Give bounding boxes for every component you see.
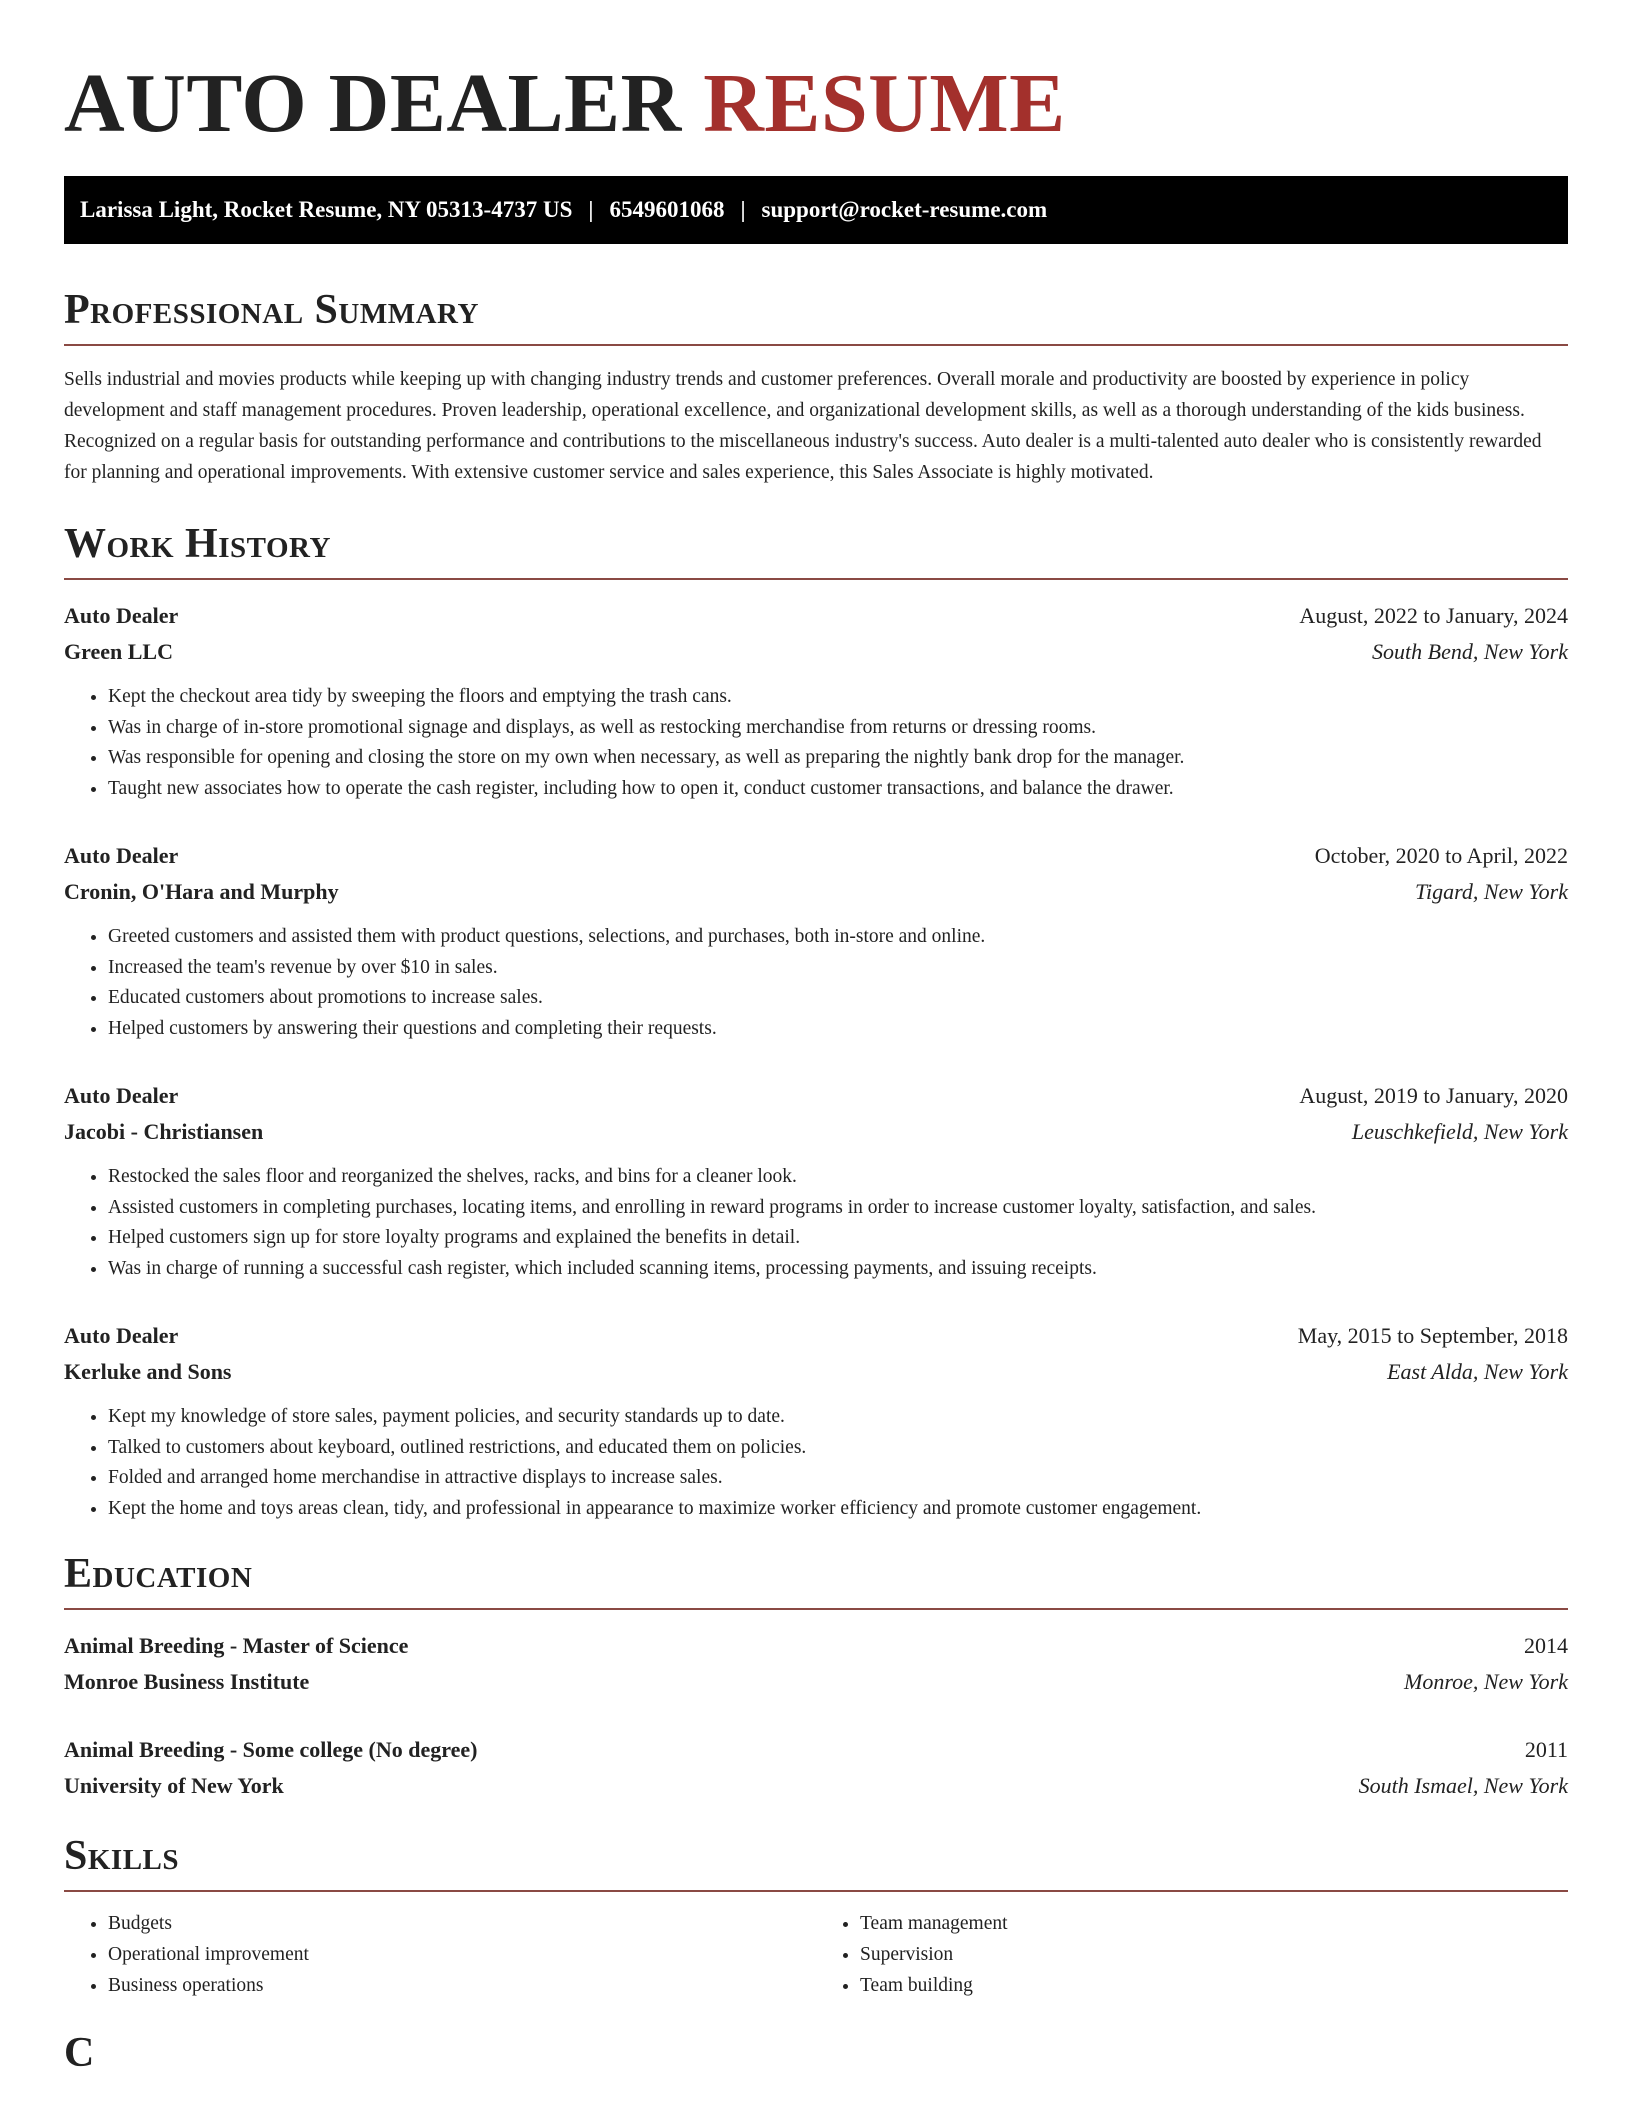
job-dates: October, 2020 to April, 2022	[1314, 843, 1568, 868]
job-location: East Alda, New York	[1387, 1359, 1568, 1384]
summary-section	[64, 286, 1568, 488]
education-entry	[64, 1732, 1568, 1804]
work-history-section	[64, 520, 1568, 1524]
skill-item: • Team management	[860, 1908, 1568, 1939]
job-dates: May, 2015 to September, 2018	[1297, 1323, 1568, 1348]
job-location: Tigard, New York	[1414, 879, 1568, 904]
job-header-row	[64, 1318, 1568, 1354]
skill-item: • Budgets	[108, 1908, 816, 1939]
summary-heading: Professional Summary	[64, 286, 1568, 346]
education-degree-row	[64, 1732, 1568, 1768]
job-title: Auto Dealer	[64, 1323, 179, 1348]
contact-email: support@rocket-resume.com	[761, 197, 1048, 222]
skill-item: • Operational improvement	[108, 1939, 816, 1970]
contact-bar	[64, 176, 1568, 244]
job-entry	[64, 1318, 1568, 1524]
resume-title	[64, 56, 1568, 152]
contact-phone: 6549601068	[609, 197, 725, 222]
education-section	[64, 1550, 1568, 1804]
skills-column-1	[64, 1908, 816, 2001]
contact-separator: |	[740, 197, 746, 222]
job-bullet: • Restocked the sales floor and reorganized the shelves, racks, and bins for a cleaner look.	[108, 1162, 1568, 1193]
contact-separator: |	[588, 197, 594, 222]
job-title: Auto Dealer	[64, 843, 179, 868]
job-company-row	[64, 874, 1568, 910]
education-degree: Animal Breeding - Some college (No degree)	[64, 1737, 478, 1762]
job-dates: August, 2019 to January, 2020	[1299, 1083, 1568, 1108]
job-location: South Bend, New York	[1372, 639, 1568, 664]
job-company: Jacobi - Christiansen	[64, 1119, 264, 1144]
job-bullets	[64, 1402, 1568, 1524]
education-school-row	[64, 1768, 1568, 1804]
job-bullets	[64, 922, 1568, 1044]
job-header-row	[64, 598, 1568, 634]
job-company-row	[64, 634, 1568, 670]
education-school: University of New York	[64, 1773, 284, 1798]
next-section-heading: C	[64, 2030, 95, 2076]
job-company: Kerluke and Sons	[64, 1359, 232, 1384]
education-entry	[64, 1628, 1568, 1700]
skills-column-2	[816, 1908, 1568, 2001]
education-degree: Animal Breeding - Master of Science	[64, 1633, 409, 1658]
job-header-row	[64, 838, 1568, 874]
job-bullet: • Kept my knowledge of store sales, payment policies, and security standards up to date.	[108, 1402, 1568, 1433]
skill-item: • Supervision	[860, 1939, 1568, 1970]
work-history-heading: Work History	[64, 520, 1568, 580]
job-bullet: • Helped customers sign up for store loyalty programs and explained the benefits in detail.	[108, 1223, 1568, 1254]
job-company: Green LLC	[64, 639, 173, 664]
job-bullet: • Kept the home and toys areas clean, tidy, and professional in appearance to maximize worker efficiency and promote customer engagement.	[108, 1494, 1568, 1525]
education-year: 2011	[1524, 1737, 1568, 1762]
education-heading: Education	[64, 1550, 1568, 1610]
contact-address: Larissa Light, Rocket Resume, NY 05313-4737 US	[80, 197, 573, 222]
title-part-1: AUTO DEALER	[64, 57, 682, 150]
job-bullet: • Kept the checkout area tidy by sweeping the floors and emptying the trash cans.	[108, 682, 1568, 713]
skills-heading: Skills	[64, 1832, 1568, 1892]
job-header-row	[64, 1078, 1568, 1114]
skills-grid	[64, 1908, 1568, 2001]
job-bullet: • Educated customers about promotions to increase sales.	[108, 983, 1568, 1014]
job-title: Auto Dealer	[64, 1083, 179, 1108]
job-company: Cronin, O'Hara and Murphy	[64, 879, 339, 904]
resume-content	[64, 56, 1568, 2087]
job-location: Leuschkefield, New York	[1351, 1119, 1568, 1144]
education-location: Monroe, New York	[1404, 1669, 1568, 1694]
job-title: Auto Dealer	[64, 603, 179, 628]
job-company-row	[64, 1354, 1568, 1390]
job-bullet: • Greeted customers and assisted them with product questions, selections, and purchases, both in-store and online.	[108, 922, 1568, 953]
job-bullet: • Assisted customers in completing purchases, locating items, and enrolling in reward programs in order to increase customer loyalty, satisfaction, and sales.	[108, 1193, 1568, 1224]
summary-text: Sells industrial and movies products while keeping up with changing industry trends and customer preferences. Overall morale and productivity are boosted by experience in policy development and staff management procedures. Proven leadership, operational excellence, and organizational development skills, as well as a thorough understanding of the kids business. Recognized on a regular basis for outstanding performance and contributions to the miscellaneous industry's success. Auto dealer is a multi-talented auto dealer who is consistently rewarded for planning and operational improvements. With extensive customer service and sales experience, this Sales Associate is highly motivated.	[64, 369, 1542, 483]
skill-item: • Team building	[860, 1970, 1568, 2001]
job-entry	[64, 838, 1568, 1044]
job-bullets	[64, 682, 1568, 804]
education-year: 2014	[1524, 1633, 1568, 1658]
job-bullet: • Was responsible for opening and closing the store on my own when necessary, as well as preparing the nightly bank drop for the manager.	[108, 743, 1568, 774]
job-bullet: • Increased the team's revenue by over $10 in sales.	[108, 953, 1568, 984]
job-bullet: • Folded and arranged home merchandise in attractive displays to increase sales.	[108, 1463, 1568, 1494]
job-bullets	[64, 1162, 1568, 1284]
education-school: Monroe Business Institute	[64, 1669, 310, 1694]
job-bullet: • Talked to customers about keyboard, outlined restrictions, and educated them on policies.	[108, 1433, 1568, 1464]
job-bullet: • Was in charge of running a successful cash register, which included scanning items, processing payments, and issuing receipts.	[108, 1254, 1568, 1285]
job-entry	[64, 598, 1568, 804]
job-entry	[64, 1078, 1568, 1284]
job-dates: August, 2022 to January, 2024	[1299, 603, 1568, 628]
title-part-2: RESUME	[703, 57, 1066, 150]
skill-item: • Business operations	[108, 1970, 816, 2001]
education-degree-row	[64, 1628, 1568, 1664]
education-school-row	[64, 1664, 1568, 1700]
skills-section	[64, 1832, 1568, 2001]
job-company-row	[64, 1114, 1568, 1150]
job-bullet: • Helped customers by answering their questions and completing their requests.	[108, 1014, 1568, 1045]
job-bullet: • Was in charge of in-store promotional signage and displays, as well as restocking merchandise from returns or dressing rooms.	[108, 713, 1568, 744]
next-section	[64, 2029, 1568, 2087]
job-bullet: • Taught new associates how to operate the cash register, including how to open it, conduct customer transactions, and balance the drawer.	[108, 774, 1568, 805]
education-location: South Ismael, New York	[1358, 1773, 1568, 1798]
